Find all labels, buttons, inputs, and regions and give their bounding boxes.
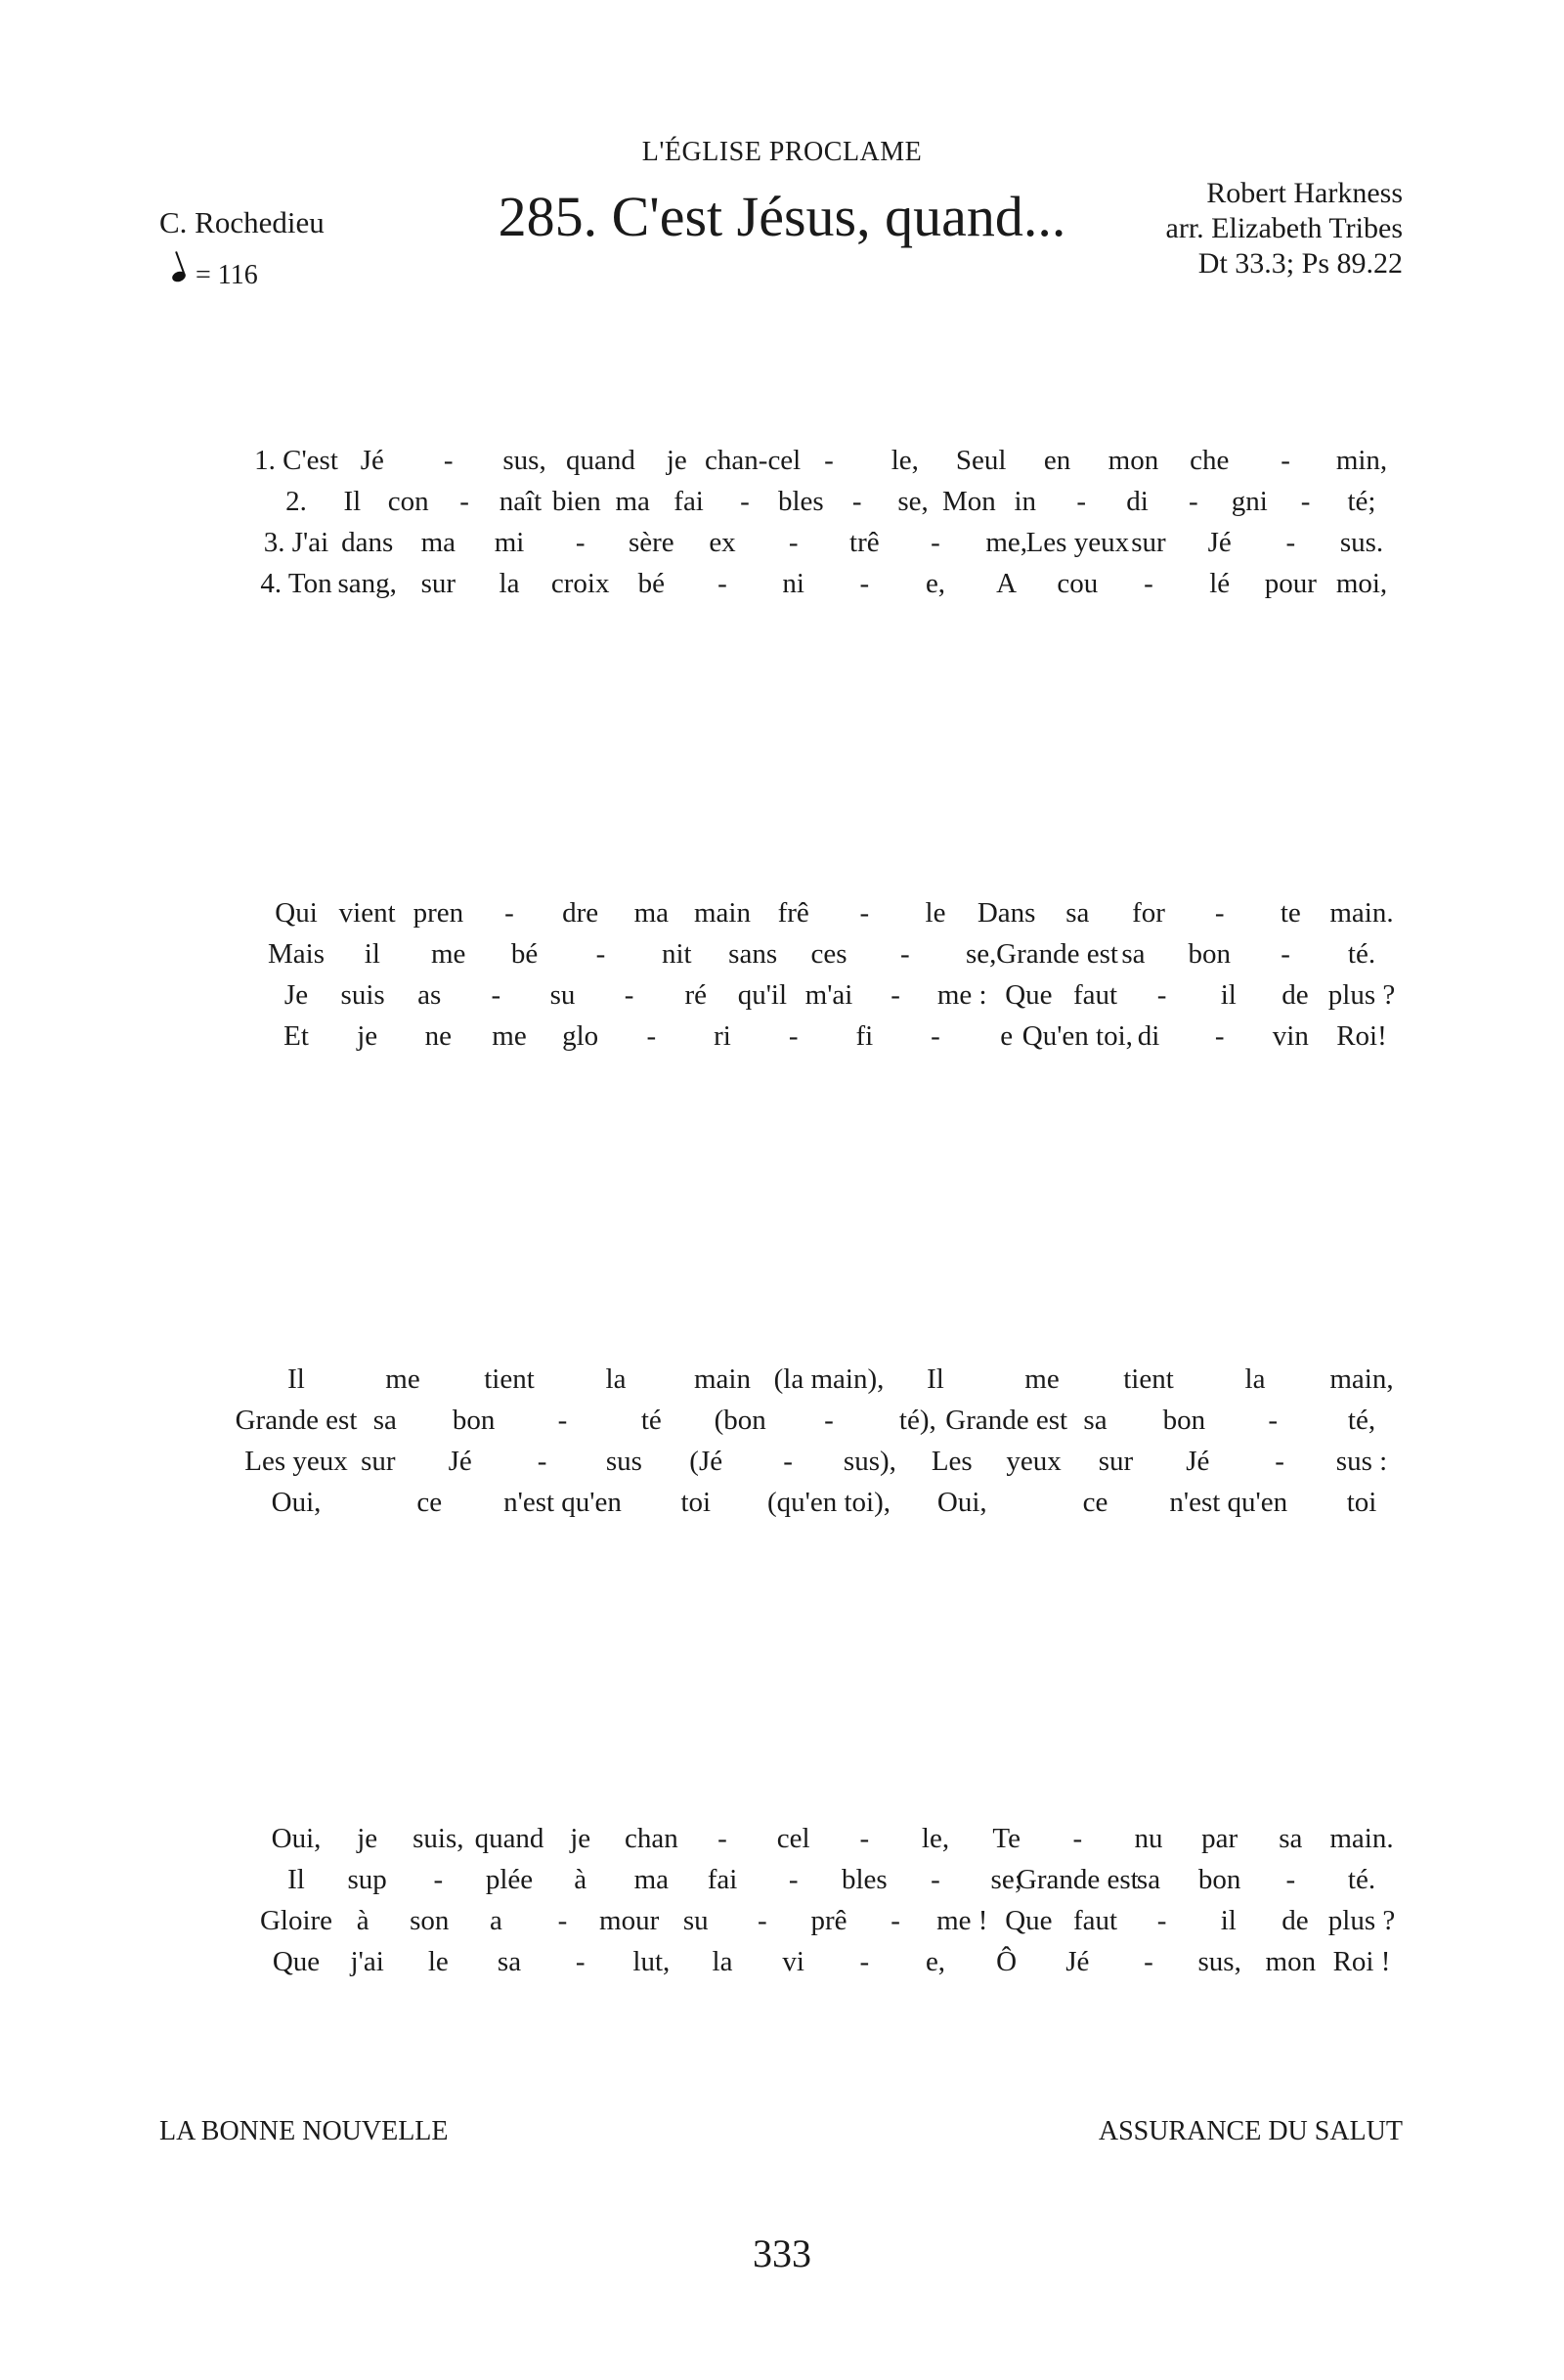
lyric-syllable: me !: [936, 1905, 988, 1936]
lyric-syllable: Mais: [268, 938, 325, 970]
lyric-syllable: con: [387, 486, 429, 517]
syllable-hyphen: -: [1156, 979, 1167, 1011]
lyric-syllable: Oui,: [271, 1823, 322, 1854]
lyric-line: [159, 897, 1403, 938]
lyric-syllable: lut,: [632, 1946, 671, 1977]
lyric-syllable: main: [694, 1363, 751, 1395]
lyric-line: [159, 1446, 1403, 1487]
lyric-syllable: frê: [777, 897, 809, 929]
lyric-syllable: le: [427, 1946, 449, 1977]
lyric-syllable: en: [1043, 445, 1071, 476]
composer: Robert Harkness: [1206, 177, 1403, 209]
lyric-syllable: sa: [1136, 1864, 1161, 1895]
lyric-syllable: bien: [551, 486, 601, 517]
lyric-syllable: Seul: [955, 445, 1007, 476]
lyric-syllable: n'est qu'en: [1169, 1487, 1288, 1518]
lyric-syllable: A: [996, 568, 1018, 599]
tempo-value: = 116: [196, 260, 258, 290]
lyric-syllable: de: [1282, 979, 1309, 1011]
lyric-syllable: Dans: [977, 897, 1036, 929]
lyric-syllable: faut: [1072, 1905, 1118, 1936]
lyric-syllable: main.: [1329, 1823, 1394, 1854]
lyric-syllable: Les yeux: [244, 1446, 348, 1477]
lyric-line: [159, 1823, 1403, 1864]
lyric-syllable: plus ?: [1327, 979, 1396, 1011]
lyric-syllable: Je: [283, 979, 309, 1011]
lyric-syllable: Oui,: [271, 1487, 322, 1518]
syllable-hyphen: -: [575, 527, 586, 558]
lyric-syllable: tient: [484, 1363, 535, 1395]
lyric-syllable: ré: [684, 979, 708, 1011]
lyric-syllable: sur: [361, 1446, 396, 1477]
lyric-syllable: 2.: [285, 486, 307, 517]
syllable-hyphen: -: [851, 486, 862, 517]
syllable-hyphen: -: [788, 527, 799, 558]
lyric-syllable: sus),: [843, 1446, 896, 1477]
lyric-syllable: té.: [1347, 938, 1376, 970]
syllable-hyphen: -: [595, 938, 606, 970]
lyric-syllable: main.: [1329, 897, 1394, 929]
lyric-syllable: Jé: [360, 445, 384, 476]
lyric-syllable: sa: [372, 1405, 397, 1436]
lyric-syllable: toi: [680, 1487, 712, 1518]
lyric-line: [159, 979, 1403, 1020]
lyric-syllable: chan-cel: [705, 445, 802, 476]
syllable-hyphen: -: [433, 1864, 444, 1895]
syllable-hyphen: -: [788, 1864, 799, 1895]
lyric-syllable: le,: [921, 1823, 950, 1854]
lyric-syllable: sur: [1098, 1446, 1134, 1477]
lyric-syllable: for: [1132, 897, 1165, 929]
lyric-syllable: Jé: [448, 1446, 472, 1477]
lyric-syllable: me: [385, 1363, 420, 1395]
syllable-hyphen: -: [1281, 445, 1290, 476]
lyric-syllable: e: [1000, 1020, 1014, 1052]
lyric-syllable: naît: [499, 486, 543, 517]
lyric-syllable: di: [1126, 486, 1149, 517]
lyric-syllable: e,: [925, 568, 946, 599]
lyric-syllable: mi: [494, 527, 525, 558]
lyric-syllable: Te: [992, 1823, 1021, 1854]
lyric-syllable: Les yeux: [1025, 527, 1130, 558]
lyric-syllable: me,: [985, 527, 1027, 558]
syllable-hyphen: -: [1300, 486, 1311, 517]
syllable-hyphen: -: [891, 979, 900, 1011]
lyric-syllable: sur: [420, 568, 456, 599]
quarter-note-icon: [171, 270, 188, 283]
lyric-syllable: m'ai: [804, 979, 853, 1011]
lyric-syllable: bé: [510, 938, 539, 970]
lyric-syllable: su: [682, 1905, 709, 1936]
syllable-hyphen: -: [1285, 1864, 1296, 1895]
lyric-syllable: ma: [420, 527, 456, 558]
footer-theme: ASSURANCE DU SALUT: [1098, 2116, 1403, 2146]
lyric-syllable: di: [1137, 1020, 1160, 1052]
lyric-line: [159, 1405, 1403, 1446]
syllable-hyphen: -: [1268, 1405, 1278, 1436]
lyric-syllable: té,: [1347, 1405, 1376, 1436]
lyric-line: [159, 445, 1403, 486]
lyric-syllable: min,: [1335, 445, 1388, 476]
lyric-syllable: té.: [1347, 1864, 1376, 1895]
lyric-syllable: Roi!: [1336, 1020, 1387, 1052]
lyric-syllable: n'est qu'en: [503, 1487, 622, 1518]
lyric-syllable: ces: [810, 938, 847, 970]
lyric-syllable: le,: [891, 445, 919, 476]
lyric-syllable: bon: [1162, 1405, 1206, 1436]
lyric-syllable: Et: [283, 1020, 309, 1052]
lyric-line: [159, 1864, 1403, 1905]
lyric-syllable: ex: [709, 527, 736, 558]
lyric-syllable: che: [1190, 445, 1230, 476]
syllable-hyphen: -: [646, 1020, 657, 1052]
lyric-syllable: me: [492, 1020, 527, 1052]
syllable-hyphen: -: [624, 979, 634, 1011]
lyric-syllable: te: [1280, 897, 1301, 929]
section-heading: L'ÉGLISE PROCLAME: [641, 137, 923, 167]
lyric-syllable: ni: [782, 568, 804, 599]
lyric-syllable: main,: [1329, 1363, 1394, 1395]
scripture-reference: Dt 33.3; Ps 89.22: [1197, 247, 1403, 280]
lyric-syllable: faut: [1072, 979, 1118, 1011]
lyric-syllable: nit: [661, 938, 692, 970]
lyric-syllable: trê: [849, 527, 880, 558]
lyric-syllable: Il: [287, 1363, 305, 1395]
lyric-syllable: suis,: [413, 1823, 464, 1854]
lyric-syllable: Grande est: [235, 1405, 358, 1436]
syllable-hyphen: -: [1156, 1905, 1167, 1936]
syllable-hyphen: -: [1189, 486, 1198, 517]
lyric-line: [159, 1946, 1403, 1987]
syllable-hyphen: -: [1214, 897, 1225, 929]
lyric-syllable: Qui: [275, 897, 318, 929]
lyric-syllable: sus,: [502, 445, 546, 476]
syllable-hyphen: -: [931, 527, 940, 558]
lyric-syllable: moi,: [1335, 568, 1388, 599]
lyric-syllable: sus.: [1339, 527, 1384, 558]
lyric-syllable: 1. C'est: [254, 445, 338, 476]
footer-category: LA BONNE NOUVELLE: [159, 2116, 449, 2146]
lyric-syllable: bon: [1197, 1864, 1241, 1895]
lyric-syllable: la: [712, 1946, 733, 1977]
lyric-syllable: té;: [1347, 486, 1376, 517]
lyric-syllable: yeux: [1006, 1446, 1062, 1477]
lyric-syllable: croix: [550, 568, 610, 599]
lyric-syllable: Roi !: [1332, 1946, 1391, 1977]
lyric-syllable: je: [666, 445, 687, 476]
lyric-line: [159, 1905, 1403, 1946]
arranger: arr. Elizabeth Tribes: [1165, 212, 1403, 244]
lyric-syllable: bles: [777, 486, 824, 517]
lyric-syllable: suis: [340, 979, 385, 1011]
lyric-syllable: tient: [1123, 1363, 1174, 1395]
lyric-syllable: la: [1244, 1363, 1266, 1395]
lyric-syllable: se,: [965, 938, 997, 970]
lyric-syllable: Gloire: [259, 1905, 333, 1936]
lyric-syllable: té: [640, 1405, 662, 1436]
lyric-syllable: le: [925, 897, 946, 929]
lyric-syllable: Les: [931, 1446, 973, 1477]
syllable-hyphen: -: [557, 1905, 568, 1936]
syllable-hyphen: -: [575, 1946, 586, 1977]
lyric-syllable: mon: [1108, 445, 1159, 476]
credits: [1166, 176, 1403, 281]
lyric-syllable: mon: [1265, 1946, 1317, 1977]
lyric-syllable: Jé: [1186, 1446, 1210, 1477]
page-number: 333: [753, 2231, 811, 2275]
lyric-syllable: Qu'en toi,: [1021, 1020, 1133, 1052]
lyric-syllable: de: [1282, 1905, 1309, 1936]
lyric-syllable: in: [1014, 486, 1037, 517]
syllable-hyphen: -: [537, 1446, 547, 1477]
lyric-syllable: ri: [714, 1020, 731, 1052]
lyric-syllable: toi: [1346, 1487, 1377, 1518]
lyric-line: [159, 1487, 1403, 1528]
lyric-syllable: bon: [452, 1405, 496, 1436]
lyric-syllable: Grande est: [996, 938, 1118, 970]
lyric-line: [159, 1363, 1403, 1405]
syllable-hyphen: -: [824, 445, 834, 476]
lyric-syllable: ne: [424, 1020, 453, 1052]
lyric-syllable: bé: [637, 568, 666, 599]
lyric-syllable: quand: [474, 1823, 544, 1854]
lyric-line: [159, 568, 1403, 609]
syllable-hyphen: -: [504, 897, 514, 929]
lyric-syllable: par: [1201, 1823, 1238, 1854]
syllable-hyphen: -: [783, 1446, 793, 1477]
lyric-syllable: j'ai: [350, 1946, 384, 1977]
syllable-hyphen: -: [788, 1020, 799, 1052]
syllable-hyphen: -: [443, 445, 454, 476]
lyric-syllable: il: [1220, 979, 1237, 1011]
lyric-syllable: sus :: [1335, 1446, 1388, 1477]
lyric-syllable: me: [1024, 1363, 1060, 1395]
syllable-hyphen: -: [1076, 486, 1086, 517]
lyric-syllable: (la main),: [773, 1363, 885, 1395]
lyric-syllable: ce: [416, 1487, 443, 1518]
syllable-hyphen: -: [859, 568, 870, 599]
syllable-hyphen: -: [459, 486, 469, 517]
lyric-syllable: je: [570, 1823, 591, 1854]
lyric-syllable: sa: [1083, 1405, 1108, 1436]
lyric-syllable: à: [356, 1905, 369, 1936]
lyric-syllable: nu: [1134, 1823, 1163, 1854]
lyric-syllable: as: [417, 979, 442, 1011]
lyric-line: [159, 486, 1403, 527]
lyric-syllable: il: [1220, 1905, 1237, 1936]
lyric-syllable: sus,: [1197, 1946, 1241, 1977]
syllable-hyphen: -: [1214, 1020, 1225, 1052]
lyric-syllable: sa: [1121, 938, 1146, 970]
lyric-syllable: qu'il: [737, 979, 788, 1011]
lyricist: C. Rochedieu: [159, 205, 325, 239]
lyric-syllable: lé: [1209, 568, 1231, 599]
lyric-syllable: té),: [898, 1405, 936, 1436]
lyric-syllable: gni: [1231, 486, 1268, 517]
lyric-syllable: sup: [347, 1864, 387, 1895]
lyric-syllable: fi: [855, 1020, 874, 1052]
lyric-syllable: je: [357, 1020, 378, 1052]
lyric-syllable: Grande est: [1016, 1864, 1139, 1895]
lyric-syllable: sur: [1131, 527, 1166, 558]
lyric-line: [159, 527, 1403, 568]
lyric-syllable: dre: [562, 897, 599, 929]
lyric-syllable: su: [549, 979, 576, 1011]
lyric-syllable: mour: [599, 1905, 660, 1936]
lyric-syllable: Que: [1005, 1905, 1053, 1936]
syllable-hyphen: -: [859, 1946, 870, 1977]
lyric-syllable: ma: [615, 486, 650, 517]
lyric-syllable: Il: [927, 1363, 944, 1395]
lyric-syllable: pren: [413, 897, 464, 929]
syllable-hyphen: -: [1144, 568, 1153, 599]
lyric-syllable: Que: [272, 1946, 321, 1977]
lyric-syllable: fai: [707, 1864, 738, 1895]
hymn-title: 285. C'est Jésus, quand...: [498, 185, 1066, 248]
lyric-syllable: son: [410, 1905, 450, 1936]
lyric-syllable: cou: [1057, 568, 1099, 599]
syllable-hyphen: -: [859, 897, 870, 929]
syllable-hyphen: -: [1144, 1946, 1153, 1977]
syllable-hyphen: -: [491, 979, 501, 1011]
lyric-syllable: vi: [782, 1946, 804, 1977]
lyric-syllable: main: [694, 897, 751, 929]
lyric-syllable: sang,: [337, 568, 397, 599]
syllable-hyphen: -: [900, 938, 910, 970]
lyric-syllable: plée: [485, 1864, 534, 1895]
lyric-syllable: bles: [841, 1864, 888, 1895]
lyric-line: [159, 938, 1403, 979]
lyric-syllable: vient: [338, 897, 396, 929]
lyric-syllable: bon: [1188, 938, 1232, 970]
syllable-hyphen: -: [1072, 1823, 1083, 1854]
lyric-syllable: Oui,: [936, 1487, 987, 1518]
lyric-syllable: me :: [936, 979, 987, 1011]
syllable-hyphen: -: [1281, 938, 1290, 970]
lyric-syllable: Il: [287, 1864, 305, 1895]
lyric-syllable: se;: [990, 1864, 1022, 1895]
lyric-syllable: dans: [341, 527, 394, 558]
lyric-syllable: sans: [728, 938, 778, 970]
lyric-syllable: Jé: [1207, 527, 1232, 558]
lyric-syllable: la: [605, 1363, 627, 1395]
lyric-line: [159, 1020, 1403, 1061]
lyric-syllable: ma: [633, 1864, 670, 1895]
lyric-syllable: plus ?: [1327, 1905, 1396, 1936]
lyric-syllable: sa: [1279, 1823, 1303, 1854]
lyric-syllable: ma: [633, 897, 670, 929]
lyric-syllable: fai: [673, 486, 704, 517]
lyric-syllable: glo: [562, 1020, 599, 1052]
lyric-syllable: il: [364, 938, 380, 970]
lyric-syllable: sère: [628, 527, 674, 558]
syllable-hyphen: -: [740, 486, 750, 517]
syllable-hyphen: -: [717, 568, 727, 599]
lyric-syllable: prê: [810, 1905, 847, 1936]
lyric-syllable: Ô: [996, 1946, 1018, 1977]
lyric-syllable: à: [574, 1864, 587, 1895]
lyric-syllable: e,: [925, 1946, 946, 1977]
lyric-syllable: (bon: [714, 1405, 766, 1436]
syllable-hyphen: -: [557, 1405, 568, 1436]
syllable-hyphen: -: [1275, 1446, 1284, 1477]
lyric-syllable: Mon: [942, 486, 996, 517]
lyric-syllable: sa: [1065, 897, 1090, 929]
lyric-syllable: me: [430, 938, 466, 970]
lyric-syllable: sa: [497, 1946, 522, 1977]
lyric-syllable: (qu'en toi),: [766, 1487, 891, 1518]
lyric-syllable: (Jé: [689, 1446, 723, 1477]
lyric-syllable: ce: [1082, 1487, 1108, 1518]
tempo-marking: [172, 260, 258, 291]
lyric-syllable: pour: [1264, 568, 1317, 599]
syllable-hyphen: -: [824, 1405, 834, 1436]
lyric-syllable: chan: [624, 1823, 678, 1854]
syllable-hyphen: -: [931, 1020, 940, 1052]
syllable-hyphen: -: [931, 1864, 940, 1895]
lyric-syllable: vin: [1272, 1020, 1309, 1052]
syllable-hyphen: -: [859, 1823, 870, 1854]
lyric-syllable: Que: [1005, 979, 1053, 1011]
lyric-syllable: 3. J'ai: [263, 527, 329, 558]
lyric-syllable: Il: [343, 486, 362, 517]
lyric-syllable: je: [357, 1823, 378, 1854]
syllable-hyphen: -: [758, 1905, 767, 1936]
lyric-syllable: a: [489, 1905, 502, 1936]
lyric-syllable: Jé: [1065, 1946, 1090, 1977]
lyric-syllable: se,: [897, 486, 929, 517]
lyric-syllable: Grande est: [945, 1405, 1068, 1436]
lyric-syllable: quand: [565, 445, 635, 476]
lyric-syllable: la: [499, 568, 520, 599]
lyric-syllable: 4. Ton: [260, 568, 332, 599]
syllable-hyphen: -: [891, 1905, 900, 1936]
syllable-hyphen: -: [1285, 527, 1296, 558]
syllable-hyphen: -: [717, 1823, 727, 1854]
lyric-syllable: sus: [605, 1446, 642, 1477]
lyric-syllable: cel: [776, 1823, 810, 1854]
